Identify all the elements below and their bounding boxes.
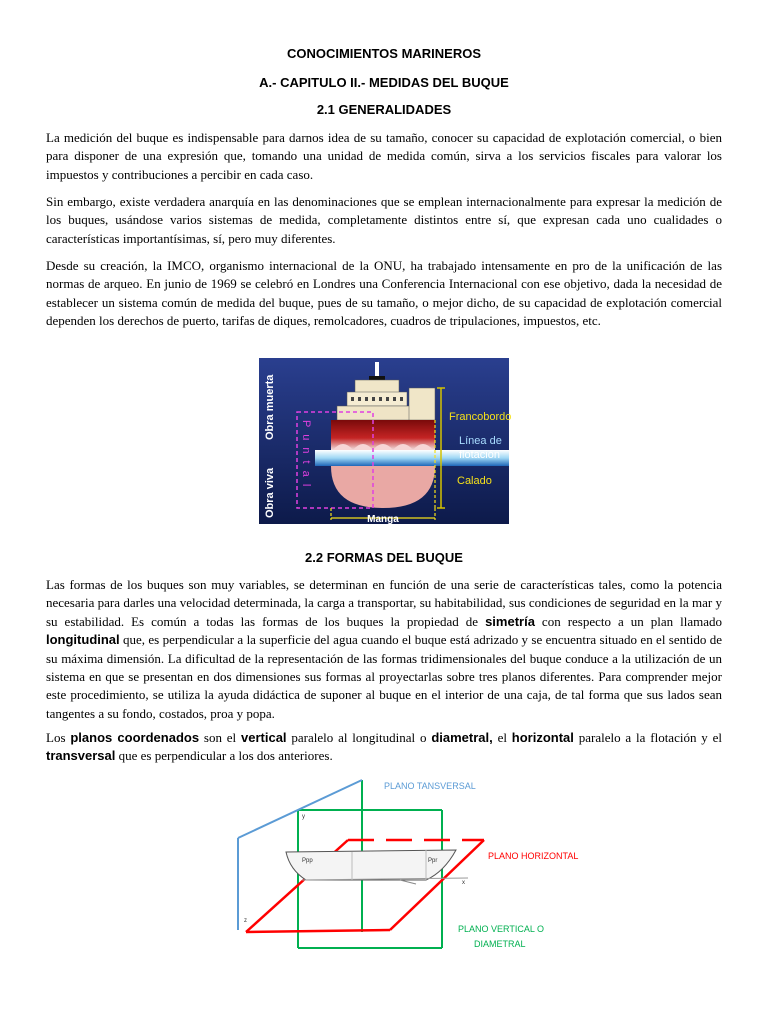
keyword-horizontal: horizontal bbox=[511, 730, 574, 745]
text-run: Las formas de los buques son muy variables, se determinan en función de una serie de características tales, como la potencia necesaria para darles una velocidad determinada, la carga a transportar, su habitabilidad, sus condiciones de seguridad en la mar y su estabilidad. Es común a todas las formas de los buques la propiedad de bbox=[46, 577, 722, 629]
ship-outline bbox=[286, 850, 468, 884]
paragraph-medicion: La medición del buque es indispensable para darnos idea de su tamaño, conocer su capacidad de explotación comercial, o bien para disponer de una expresión que, tomando una unidad de medida común, sirva a los servicios fiscales para valorar los impuestos y contribuciones a percibir en cada caso. bbox=[46, 130, 722, 182]
label-obra-viva: Obra viva bbox=[264, 467, 276, 518]
axis-z-label: z bbox=[244, 918, 247, 924]
keyword-vertical: vertical bbox=[241, 730, 287, 745]
keyword-longitudinal: longitudinal bbox=[46, 632, 120, 648]
label-flotacion: flotación bbox=[459, 449, 500, 461]
keyword-simetria: simetría bbox=[485, 613, 535, 629]
keyword-transversal: transversal bbox=[46, 748, 116, 764]
label-ppr: Ppr bbox=[428, 858, 438, 864]
text-run: con respecto a un plan llamado bbox=[534, 613, 722, 629]
document-title: CONOCIMIENTOS MARINEROS bbox=[286, 46, 482, 61]
axis-y-label: y bbox=[302, 814, 305, 820]
text-run: que, es perpendicular a la superficie del agua cuando el buque está adrizado y se encuentra situado en el sentido de su máxima dimensión. La dificultad de la representación de las formas tridimensionales del buque conduce a la utilización de un sistema en que se presentan en dos dimensiones sus formas al proyectarlas sobre tres planos diferentes. Para comprender mejor este procedimiento, se utiliza la ayuda didáctica de suponer al buque en el interior de una caja, de tal forma que sus lados sean tangentes a su fondo, costados, proa y popa. bbox=[46, 632, 722, 721]
label-diametral: DIAMETRAL bbox=[474, 939, 526, 949]
keyword-diametral: diametral, bbox=[431, 730, 493, 745]
label-obra-muerta: Obra muerta bbox=[264, 374, 276, 440]
text-run: Los bbox=[46, 730, 71, 745]
coordinate-planes-figure bbox=[230, 772, 579, 962]
section-heading-formas: 2.2 FORMAS DEL BUQUE bbox=[305, 550, 463, 565]
text-run: paralelo a la flotación y el bbox=[573, 730, 723, 745]
text-run: paralelo al longitudinal o bbox=[286, 730, 432, 745]
label-plano-horizontal: PLANO HORIZONTAL bbox=[488, 851, 579, 861]
label-linea-de: Línea de bbox=[459, 435, 502, 447]
label-ppp: Ppp bbox=[302, 858, 313, 864]
ship-dimensions-figure bbox=[259, 358, 512, 525]
section-heading-generalidades: 2.1 GENERALIDADES bbox=[316, 102, 452, 117]
text-run: el bbox=[492, 730, 512, 745]
label-francobordo: Francobordo bbox=[449, 411, 512, 423]
paragraph-planos bbox=[46, 729, 722, 766]
label-calado: Calado bbox=[457, 475, 492, 487]
paragraph-anarquia: Sin embargo, existe verdadera anarquía en las denominaciones que se emplean internacionalmente para expresar la medición de los buques, usándose varios sistemas de medida, completamente distintos entre sí, que expresan cada uno cualidades o características importantísimas, sí, pero muy diferentes. bbox=[46, 194, 722, 246]
label-plano-vertical: PLANO VERTICAL O bbox=[458, 924, 545, 934]
keyword-planos-coordenados: planos coordenados bbox=[70, 730, 200, 745]
label-plano-transversal: PLANO TANSVERSAL bbox=[384, 781, 476, 791]
label-puntal: P u n t a l bbox=[300, 420, 312, 489]
text-run: son el bbox=[199, 730, 242, 745]
paragraph-formas bbox=[46, 576, 722, 723]
paragraph-imco: Desde su creación, la IMCO, organismo internacional de la ONU, ha trabajado intensamente en pro de la unificación de las normas de arqueo. En junio de 1969 se celebró en Londres una Conferencia Internacional con ese objetivo, dada la necesidad de establecer un sistema común de medida del buque, pues de su tamaño, o mejor dicho, de su capacidad de explotación comercial dependen los derechos de puerto, tarifas de diques, remolcadores, cuadros de tripulaciones, impuestos, etc. bbox=[46, 258, 722, 329]
chapter-title: A.- CAPITULO II.- MEDIDAS DEL BUQUE bbox=[259, 75, 509, 90]
axis-x-label: x bbox=[462, 880, 465, 886]
text-run: que es perpendicular a los dos anteriores. bbox=[115, 748, 333, 764]
label-manga: Manga bbox=[367, 514, 399, 525]
